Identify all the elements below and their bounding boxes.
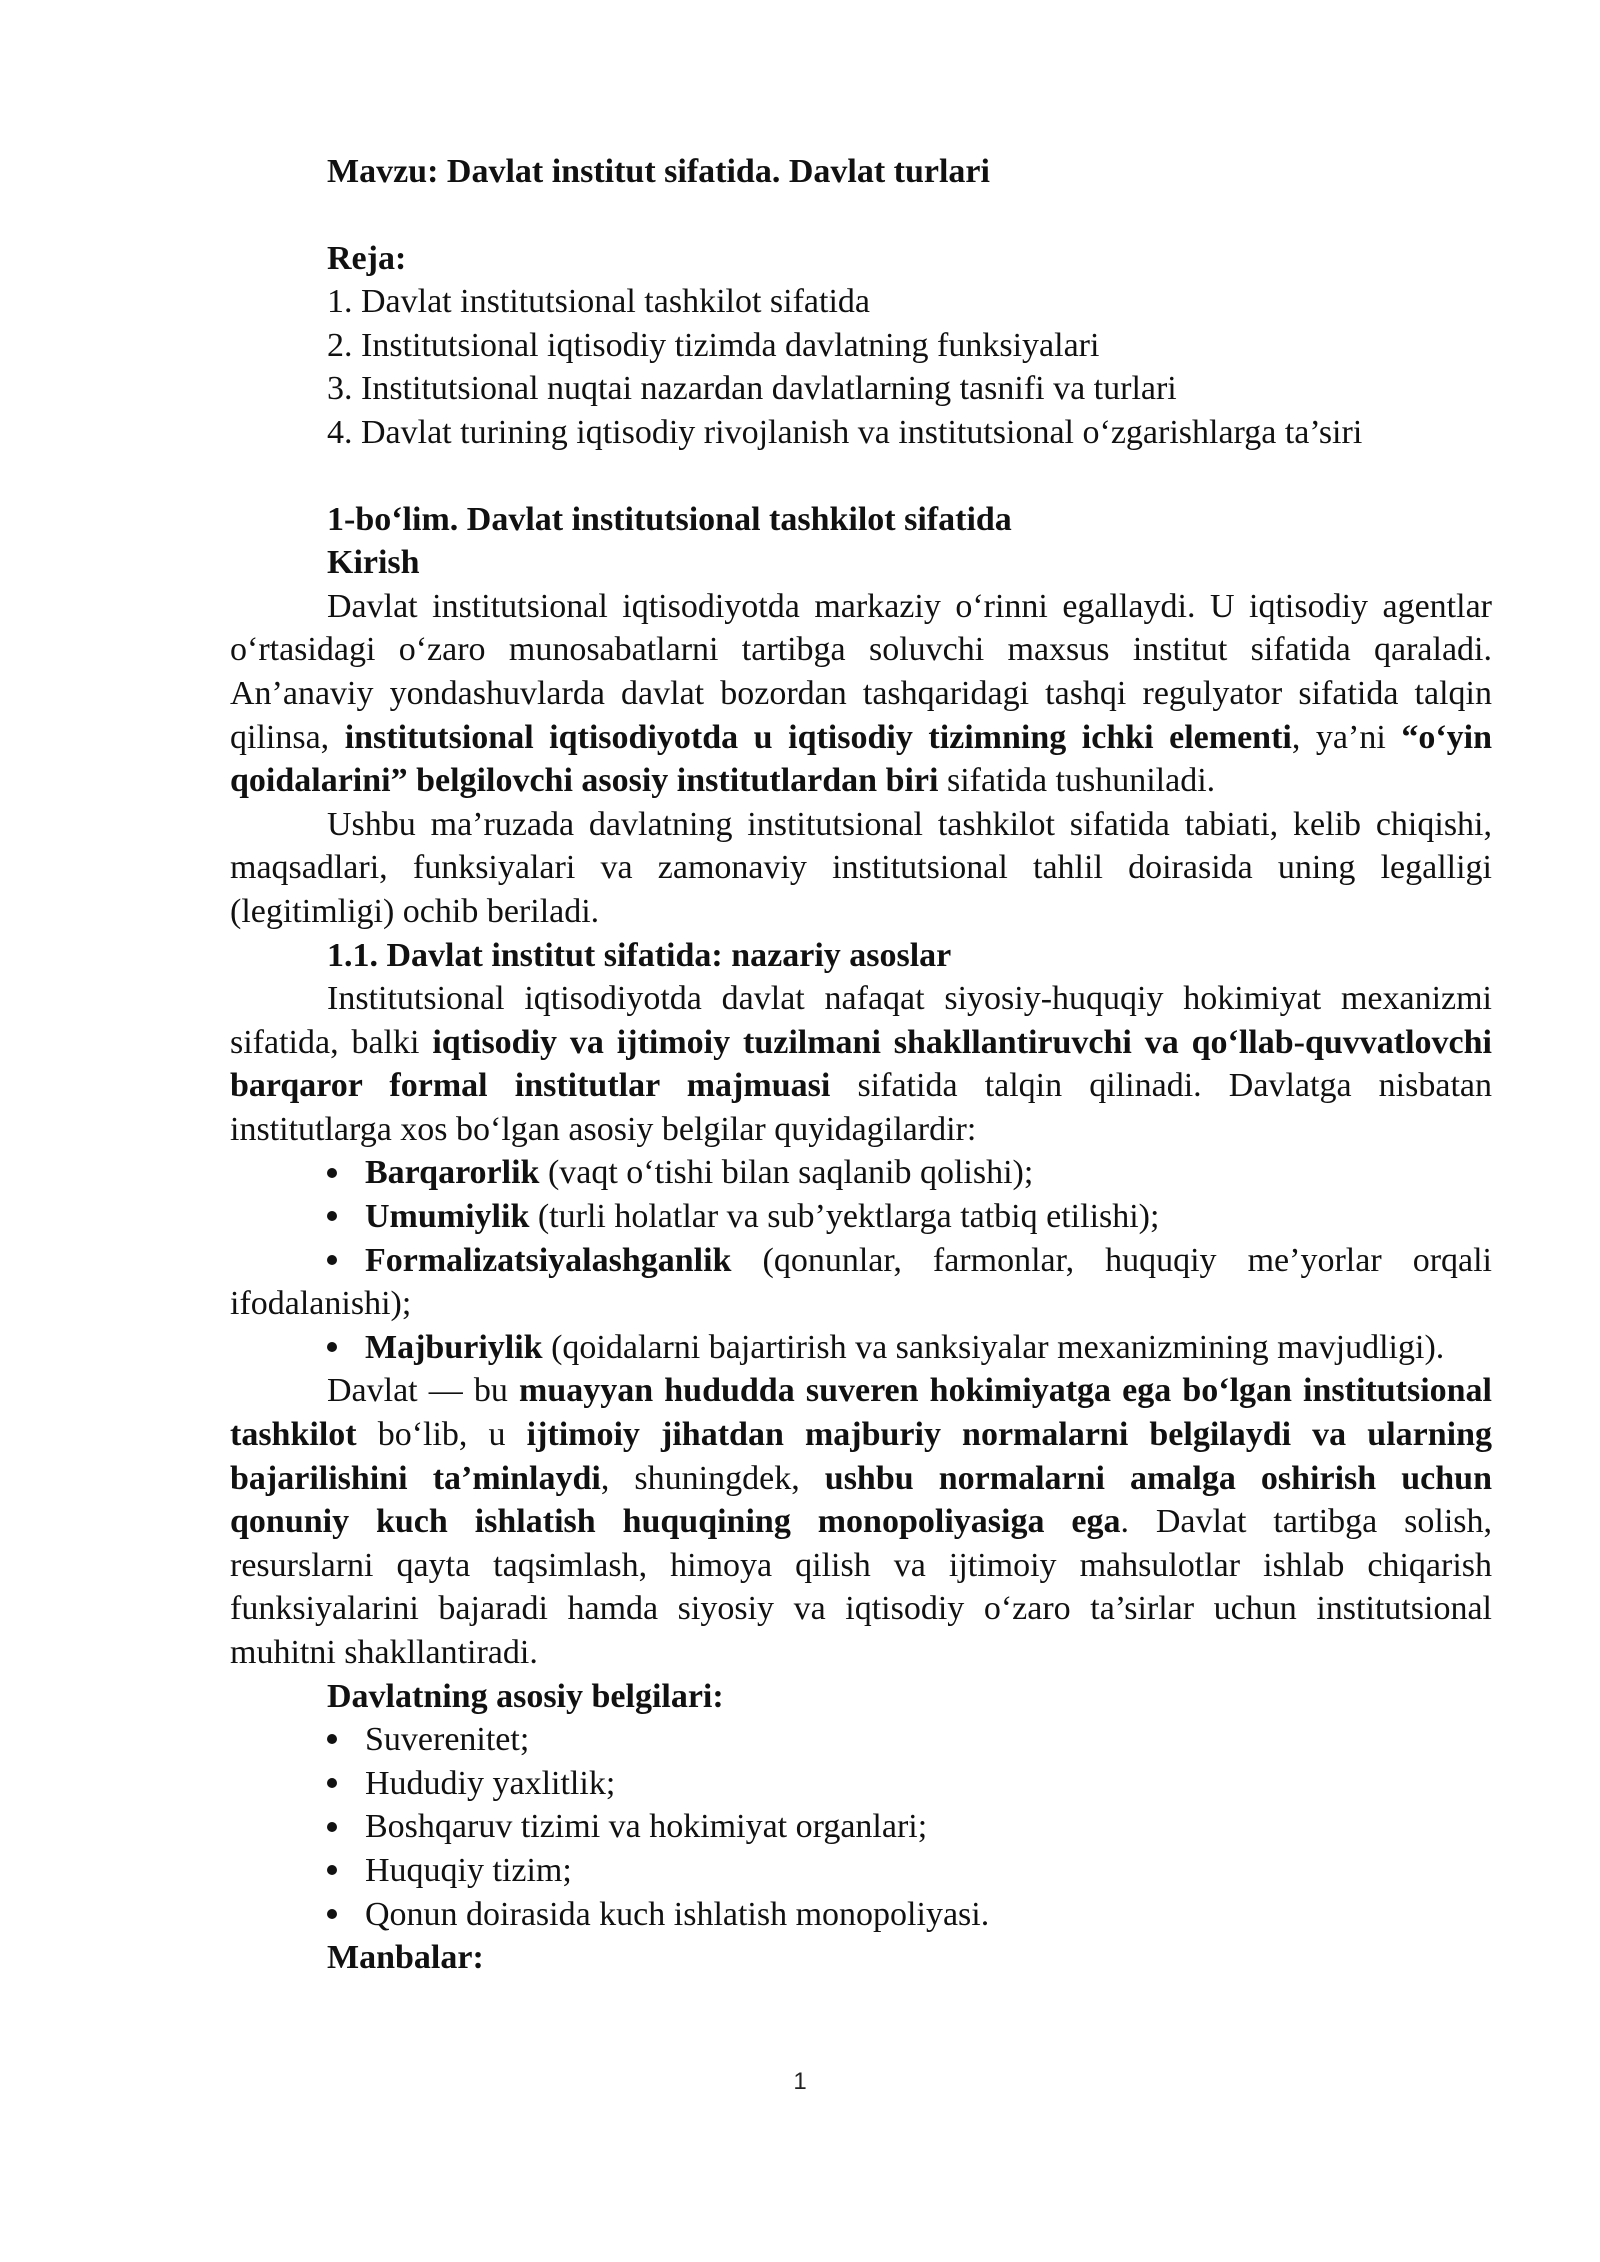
plan-item: 3. Institutsional nuqtai nazardan davlatlarning tasnifi va turlari: [327, 370, 1177, 408]
page-number: 1: [793, 2068, 807, 2095]
bullet-icon: [327, 1239, 365, 1283]
bullet-icon: [327, 1893, 365, 1937]
section-heading: 1-bo‘lim. Davlat institutsional tashkilot sifatida: [327, 500, 1012, 538]
document-page: [230, 150, 1492, 1980]
sign-item: Suverenitet;: [230, 1718, 1492, 1762]
definition-paragraph: Davlat — bu muayyan hududda suveren hokimiyatga ega bo‘lgan institutsional tashkilot bo‘lib, u ijtimoiy jihatdan majburiy normalarni belgilaydi va ularning bajarilishini ta’minlaydi, shuningdek, ushbu normalarni amalga oshirish uchun qonuniy kuch ishlatish huquqining monopoliyasiga ega. Davlat tartibga solish, resurslarni qayta taqsimlash, himoya qilish va ijtimoiy mahsulotlar ishlab chiqarish funksiyalarini bajaradi hamda siyosiy va iqtisodiy o‘zaro ta’sirlar uchun institutsional muhitni shakllantiradi.: [230, 1372, 1493, 1671]
bullet-icon: [327, 1326, 365, 1370]
plan-item: 1. Davlat institutsional tashkilot sifatida: [327, 283, 870, 321]
plan-item: 2. Institutsional iqtisodiy tizimda davlatning funksiyalari: [327, 326, 1100, 364]
intro-paragraph-2: Ushbu ma’ruzada davlatning institutsional tashkilot sifatida tabiati, kelib chiqishi, maqsadlari, funksiyalari va zamonaviy institutsional tahlil doirasida uning legalligi (legitimligi) ochib beriladi.: [230, 805, 1492, 930]
bullet-icon: [327, 1195, 365, 1239]
sign-item: Qonun doirasida kuch ishlatish monopoliyasi.: [230, 1893, 1492, 1937]
plan-item: 4. Davlat turining iqtisodiy rivojlanish va institutsional o‘zgarishlarga ta’siri: [327, 413, 1363, 451]
sources-heading: Manbalar:: [327, 1939, 484, 1977]
plan-heading: Reja:: [327, 239, 407, 277]
bullet-icon: [327, 1718, 365, 1762]
subsection-heading: 1.1. Davlat institut sifatida: nazariy asoslar: [327, 936, 952, 974]
signs-heading: Davlatning asosiy belgilari:: [327, 1677, 724, 1715]
feature-item: Barqarorlik (vaqt o‘tishi bilan saqlanib qolishi);: [230, 1151, 1492, 1195]
feature-item: Majburiylik (qoidalarni bajartirish va sanksiyalar mexanizmining mavjudligi).: [230, 1326, 1492, 1370]
intro-paragraph: Davlat institutsional iqtisodiyotda markaziy o‘rinni egallaydi. U iqtisodiy agentlar o‘rtasidagi o‘zaro munosabatlarni tartibga soluvchi maxsus institut sifatida qaraladi. An’anaviy yondashuvlarda davlat bozordan tashqaridagi tashqi regulyator sifatida talqin qilinsa, institutsional iqtisodiyotda u iqtisodiy tizimning ichki elementi, ya’ni “o‘yin qoidalarini” belgilovchi asosiy institutlardan biri sifatida tushuniladi.: [230, 587, 1493, 800]
feature-item: Umumiylik (turli holatlar va sub’yektlarga tatbiq etilishi);: [230, 1195, 1492, 1239]
bullet-icon: [327, 1849, 365, 1893]
bullet-icon: [327, 1151, 365, 1195]
feature-item: Formalizatsiyalashganlik (qonunlar, farmonlar, huquqiy me’yorlar orqali ifodalanishi);: [230, 1239, 1492, 1326]
sign-item: Hududiy yaxlitlik;: [230, 1762, 1492, 1806]
bullet-icon: [327, 1805, 365, 1849]
bullet-icon: [327, 1762, 365, 1806]
sign-item: Huquqiy tizim;: [230, 1849, 1492, 1893]
sign-item: Boshqaruv tizimi va hokimiyat organlari;: [230, 1805, 1492, 1849]
subsection-paragraph: Institutsional iqtisodiyotda davlat nafaqat siyosiy-huquqiy hokimiyat mexanizmi sifatida, balki iqtisodiy va ijtimoiy tuzilmani shakllantiruvchi va qo‘llab-quvvatlovchi barqaror formal institutlar majmuasi sifatida talqin qilinadi. Davlatga nisbatan institutlarga xos bo‘lgan asosiy belgilar quyidagilardir:: [230, 980, 1492, 1148]
intro-heading: Kirish: [327, 544, 420, 582]
document-title: Mavzu: Davlat institut sifatida. Davlat turlari: [327, 153, 990, 190]
